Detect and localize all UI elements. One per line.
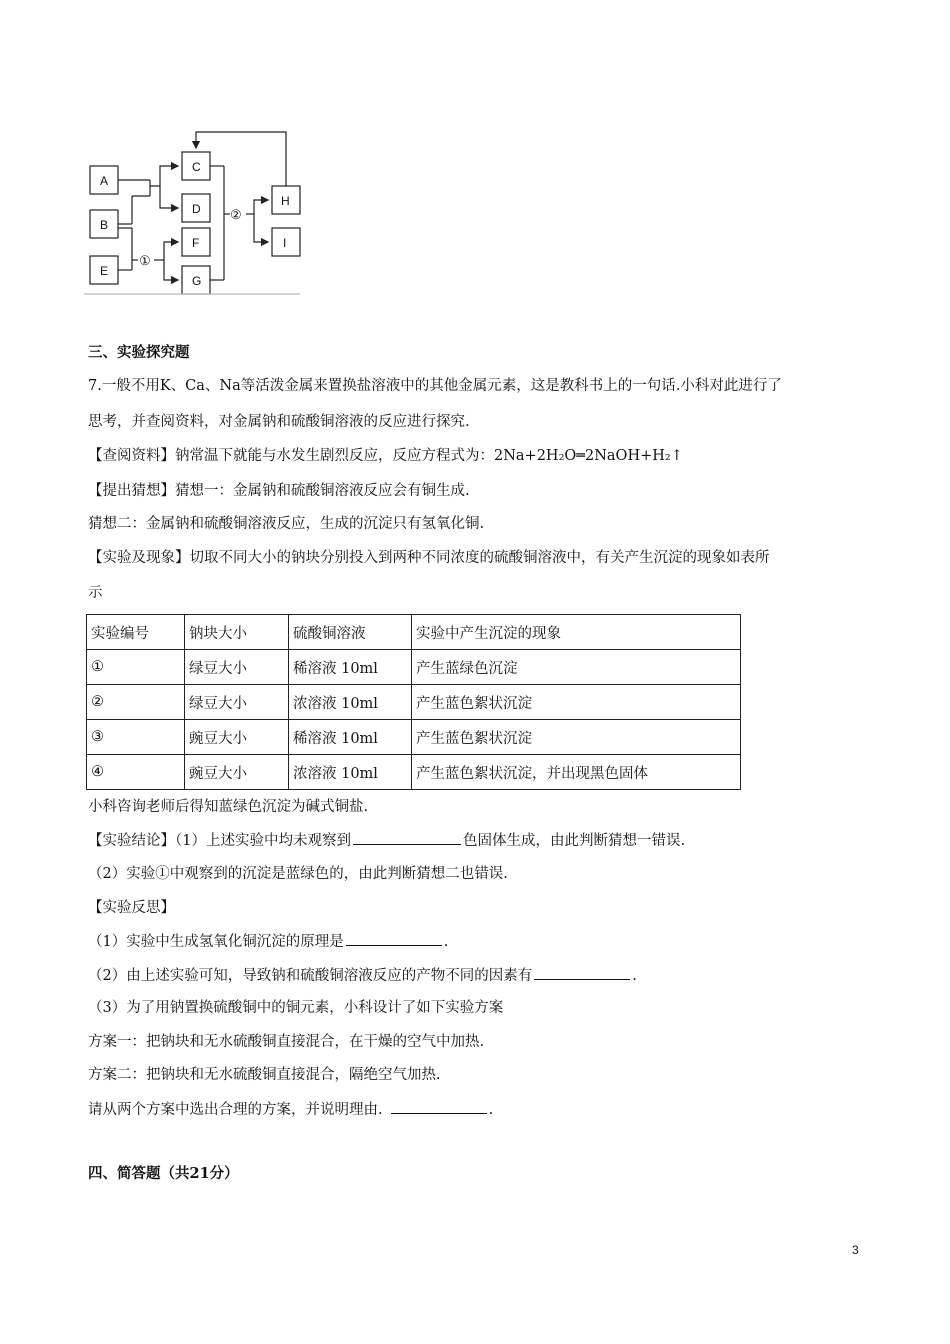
node-label-i: I bbox=[283, 236, 287, 250]
table-cell: 豌豆大小 bbox=[185, 720, 289, 755]
node-label-d: D bbox=[192, 202, 201, 216]
section4-title: 四、简答题（共21分） bbox=[88, 1165, 239, 1182]
q7-reflect1 bbox=[88, 931, 448, 952]
experiment-table bbox=[86, 614, 741, 790]
answer-blank-1[interactable] bbox=[353, 830, 461, 845]
page-number: 3 bbox=[852, 1243, 859, 1257]
node-label-b: B bbox=[100, 218, 109, 232]
circle-label-2: ② bbox=[230, 207, 242, 222]
table-header-row bbox=[87, 615, 741, 650]
q7-line2: 思考，并查阅资料，对金属钠和硫酸铜溶液的反应进行探究. bbox=[88, 414, 470, 430]
table-cell: 产生蓝色絮状沉淀 bbox=[412, 685, 741, 720]
table-cell: 稀溶液 10ml bbox=[289, 650, 412, 685]
reflect1-prefix: （1）实验中生成氢氧化铜沉淀的原理是 bbox=[88, 934, 344, 950]
table-cell: 稀溶液 10ml bbox=[289, 720, 412, 755]
reflect2-suffix: . bbox=[632, 968, 637, 984]
table-cell: 绿豆大小 bbox=[185, 685, 289, 720]
table-cell: 产生蓝色絮状沉淀，并出现黑色固体 bbox=[412, 755, 741, 790]
table-cell: 浓溶液 10ml bbox=[289, 755, 412, 790]
node-label-a: A bbox=[100, 174, 109, 188]
q7-experiment-line1: 【实验及现象】切取不同大小的钠块分别投入到两种不同浓度的硫酸铜溶液中，有关产生沉淀的现象如表所 bbox=[88, 550, 770, 566]
table-cell: 产生蓝绿色沉淀 bbox=[412, 650, 741, 685]
conclusion1-suffix: 色固体生成，由此判断猜想一错误. bbox=[462, 833, 686, 849]
node-label-f: F bbox=[192, 236, 200, 250]
table-cell: 绿豆大小 bbox=[185, 650, 289, 685]
table-row bbox=[87, 720, 741, 755]
answer-blank-2[interactable] bbox=[346, 931, 442, 946]
table-cell: 浓溶液 10ml bbox=[289, 685, 412, 720]
answer-blank-4[interactable] bbox=[391, 1099, 487, 1114]
q7-guess1: 【提出猜想】猜想一：金属钠和硫酸铜溶液反应会有铜生成. bbox=[88, 483, 470, 499]
table-header-cell: 实验中产生沉淀的现象 bbox=[412, 615, 741, 650]
q7-reference: 【查阅资料】钠常温下就能与水发生剧烈反应，反应方程式为：2Na+2H₂O═2NaOH+H₂↑ bbox=[88, 448, 683, 464]
table-cell: 产生蓝色絮状沉淀 bbox=[412, 720, 741, 755]
q7-conclusion2: （2）实验①中观察到的沉淀是蓝绿色的，由此判断猜想二也错误. bbox=[88, 866, 508, 882]
table-row bbox=[87, 685, 741, 720]
q7-reflect2 bbox=[88, 965, 637, 986]
table-row bbox=[87, 650, 741, 685]
q7-guess2: 猜想二：金属钠和硫酸铜溶液反应，生成的沉淀只有氢氧化铜. bbox=[88, 516, 485, 532]
q7-reflect-title: 【实验反思】 bbox=[88, 900, 175, 916]
conclusion1-prefix: 【实验结论】（1）上述实验中均未观察到 bbox=[88, 833, 351, 849]
table-header-cell: 实验编号 bbox=[87, 615, 185, 650]
q7-line1: 7.一般不用K、Ca、Na等活泼金属来置换盐溶液中的其他金属元素，这是教科书上的一句话.小科对此进行了 bbox=[88, 378, 782, 394]
choose-prefix: 请从两个方案中选出合理的方案，并说明理由. bbox=[88, 1102, 383, 1118]
q7-conclusion1 bbox=[88, 830, 685, 851]
table-row bbox=[87, 755, 741, 790]
table-cell: ② bbox=[87, 685, 185, 720]
node-label-e: E bbox=[100, 264, 109, 278]
table-cell: ④ bbox=[87, 755, 185, 790]
reflect2-prefix: （2）由上述实验可知，导致钠和硫酸铜溶液反应的产物不同的因素有 bbox=[88, 968, 533, 984]
table-cell: ① bbox=[87, 650, 185, 685]
circle-label-1: ① bbox=[139, 253, 151, 268]
q7-experiment-line2: 示 bbox=[88, 585, 103, 601]
table-header-cell: 硫酸铜溶液 bbox=[289, 615, 412, 650]
node-label-h: H bbox=[281, 194, 290, 208]
reflect1-suffix: . bbox=[443, 934, 449, 950]
q7-plan1: 方案一：把钠块和无水硫酸铜直接混合，在干燥的空气中加热. bbox=[88, 1034, 485, 1050]
q7-choose bbox=[88, 1099, 493, 1120]
q7-reflect3: （3）为了用钠置换硫酸铜中的铜元素，小科设计了如下实验方案 bbox=[88, 1000, 504, 1016]
answer-blank-3[interactable] bbox=[534, 965, 630, 980]
table-cell: 豌豆大小 bbox=[185, 755, 289, 790]
table-cell: ③ bbox=[87, 720, 185, 755]
flow-diagram bbox=[84, 128, 304, 296]
q7-consult: 小科咨询老师后得知蓝绿色沉淀为碱式铜盐. bbox=[88, 799, 369, 815]
section3-title: 三、实验探究题 bbox=[88, 344, 190, 361]
choose-suffix: . bbox=[488, 1102, 494, 1118]
q7-plan2: 方案二：把钠块和无水硫酸铜直接混合，隔绝空气加热. bbox=[88, 1067, 441, 1083]
node-label-c: C bbox=[192, 160, 201, 174]
table-header-cell: 钠块大小 bbox=[185, 615, 289, 650]
node-label-g: G bbox=[192, 274, 202, 288]
